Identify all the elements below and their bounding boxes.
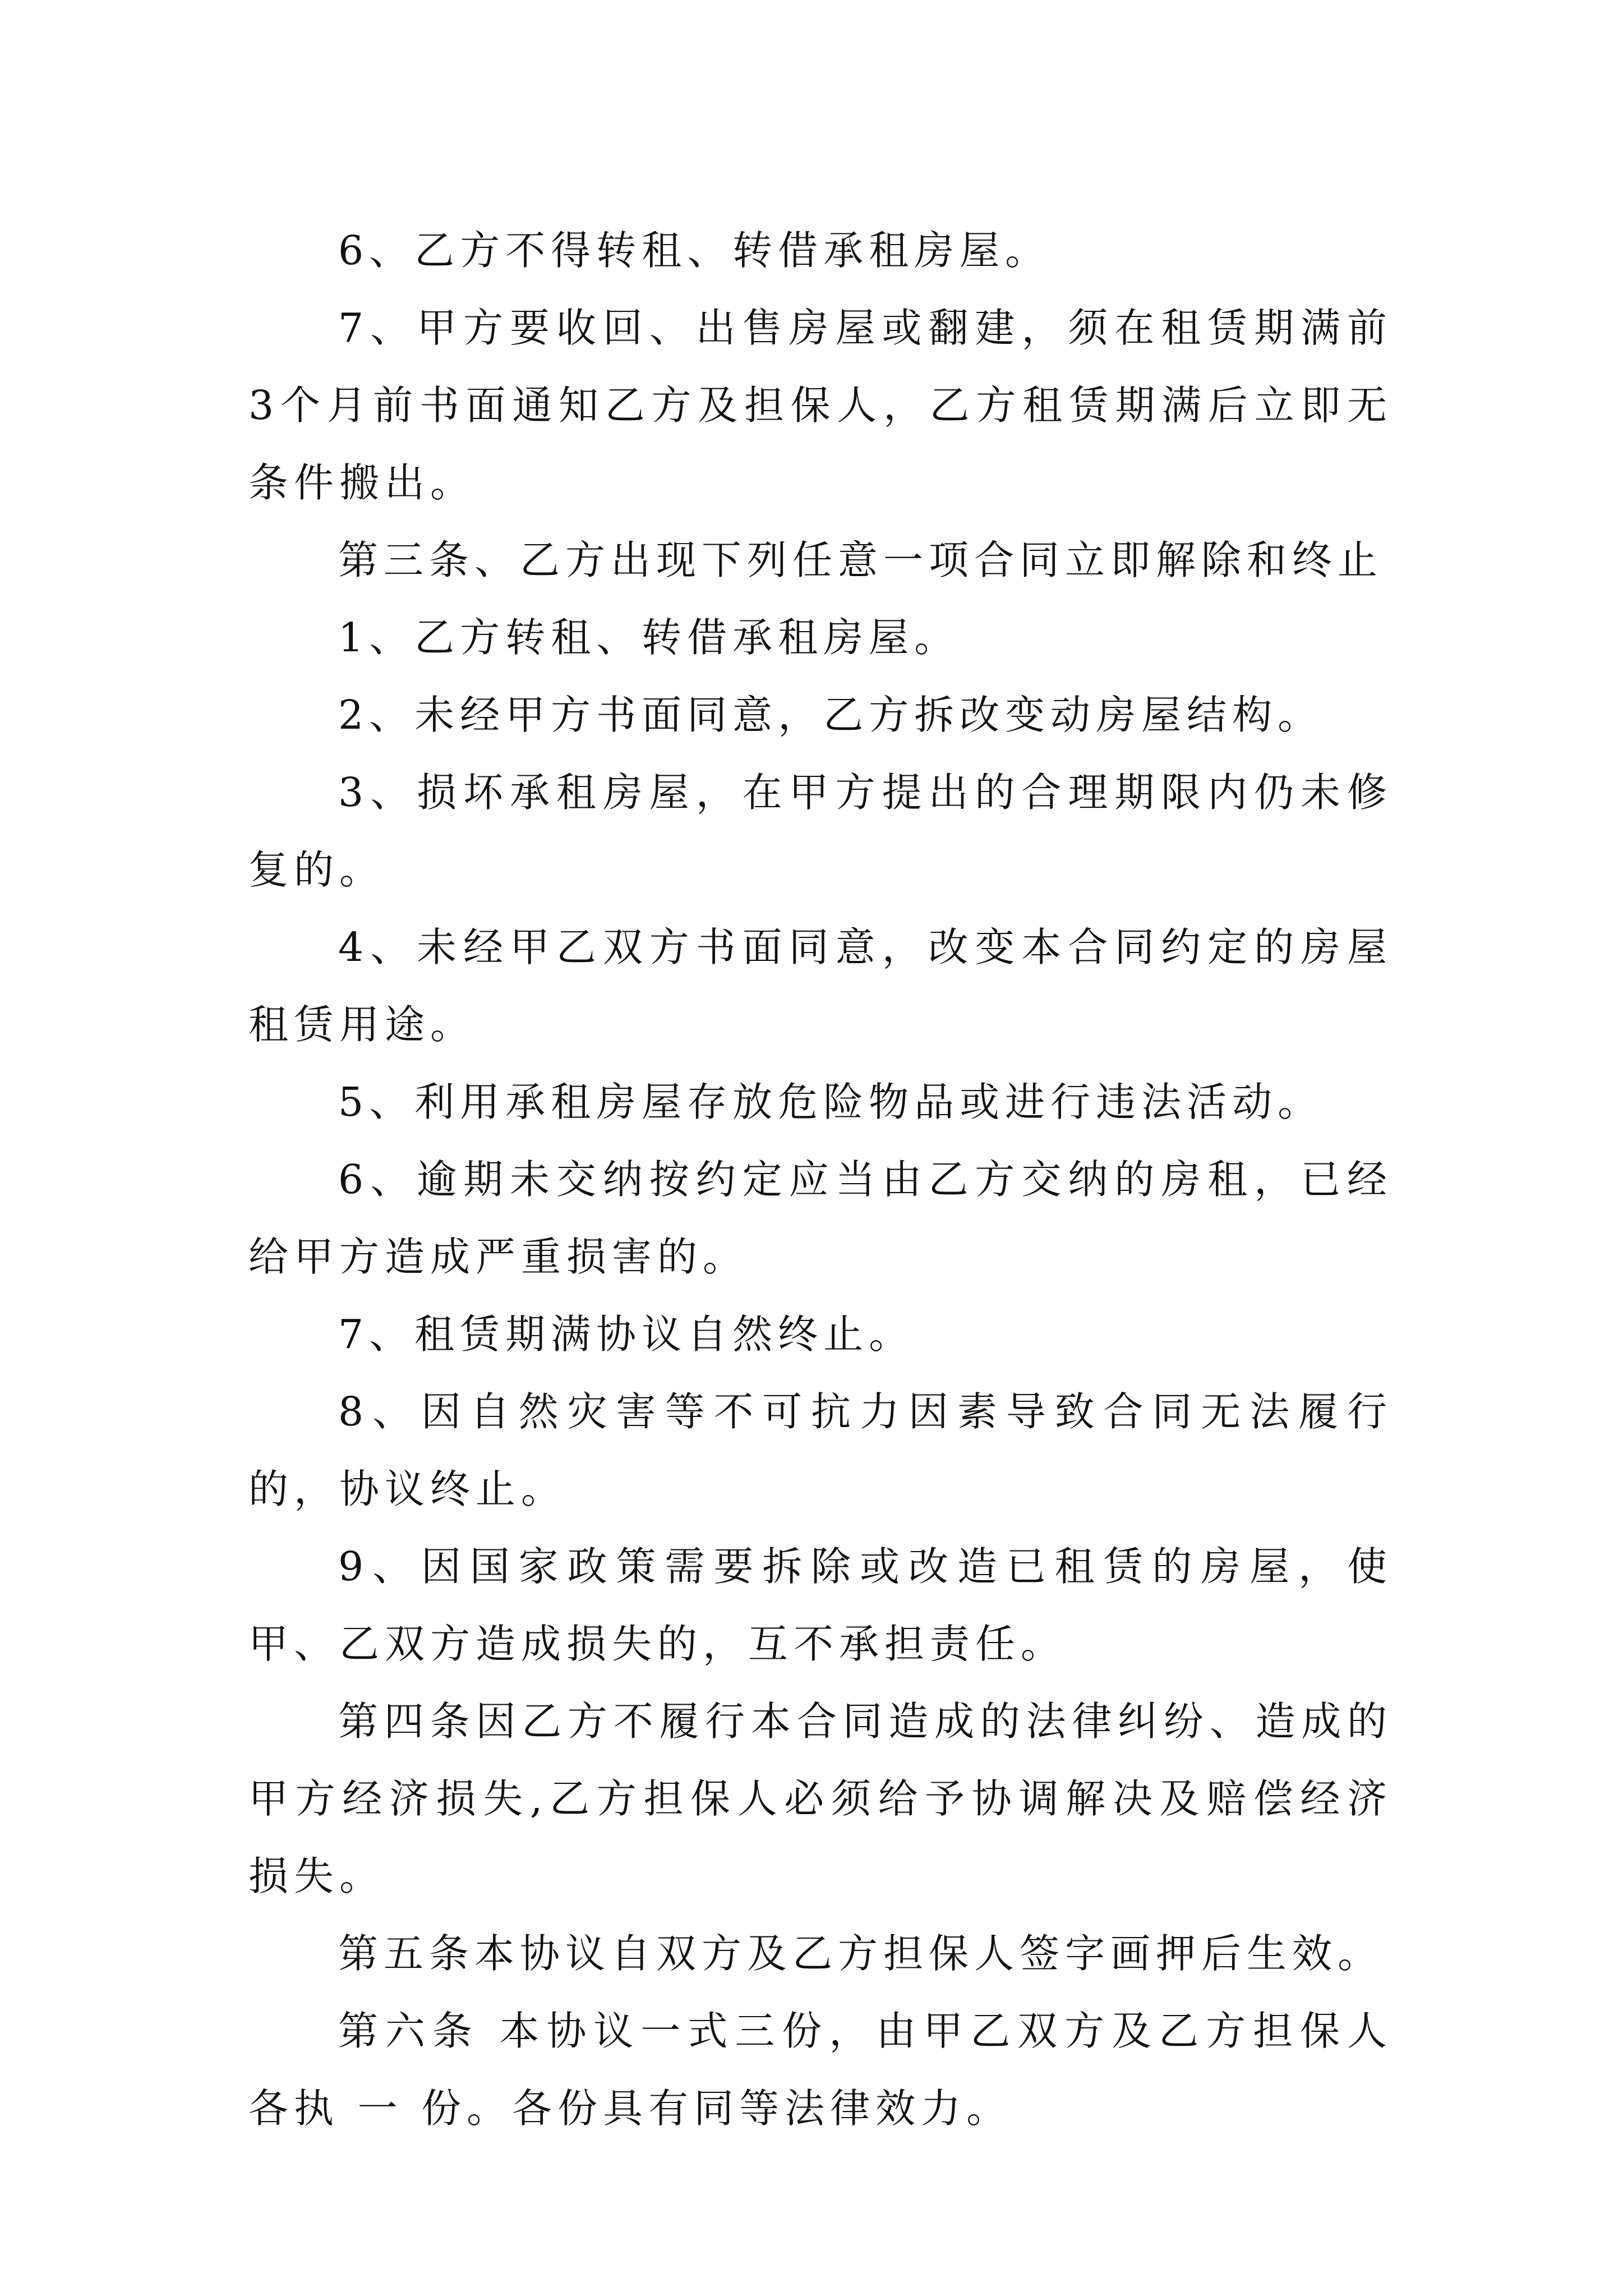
document-body (248, 212, 1393, 2147)
paragraph-termination-8: 8、因自然灾害等不可抗力因素导致合同无法履行的，协议终止。 (248, 1388, 1393, 1512)
paragraph-termination-3: 3、损坏承租房屋，在甲方提出的合理期限内仍未修复的。 (248, 769, 1393, 893)
paragraph-clause-7-recall-notice: 7、甲方要收回、出售房屋或翻建，须在租赁期满前3个月前书面通知乙方及担保人，乙方租赁期满后立即无条件搬出。 (248, 305, 1393, 506)
paragraph-article-3-heading: 第三条、乙方出现下列任意一项合同立即解除和终止 (338, 537, 1384, 583)
paragraph-article-5: 第五条本协议自双方及乙方担保人签字画押后生效。 (338, 1930, 1384, 1977)
paragraph-termination-1: 1、乙方转租、转借承租房屋。 (338, 614, 960, 661)
paragraph-article-6: 第六条 本协议一式三份，由甲乙双方及乙方担保人各执 一 份。各份具有同等法律效力。 (248, 2008, 1393, 2132)
paragraph-termination-6: 6、逾期未交纳按约定应当由乙方交纳的房租，已经给甲方造成严重损害的。 (248, 1156, 1393, 1280)
paragraph-termination-4: 4、未经甲乙双方书面同意，改变本合同约定的房屋租赁用途。 (248, 924, 1393, 1048)
paragraph-article-4: 第四条因乙方不履行本合同造成的法律纠纷、造成的甲方经济损失,乙方担保人必须给予协调解决及赔偿经济损失。 (248, 1698, 1393, 1899)
paragraph-termination-7: 7、租赁期满协议自然终止。 (338, 1311, 915, 1358)
paragraph-termination-5: 5、利用承租房屋存放危险物品或进行违法活动。 (338, 1079, 1324, 1125)
paragraph-termination-9: 9、因国家政策需要拆除或改造已租赁的房屋，使甲、乙双方造成损失的，互不承担责任。 (248, 1543, 1393, 1667)
paragraph-clause-6-no-sublet: 6、乙方不得转租、转借承租房屋。 (338, 227, 1051, 274)
paragraph-termination-2: 2、未经甲方书面同意，乙方拆改变动房屋结构。 (338, 692, 1324, 738)
